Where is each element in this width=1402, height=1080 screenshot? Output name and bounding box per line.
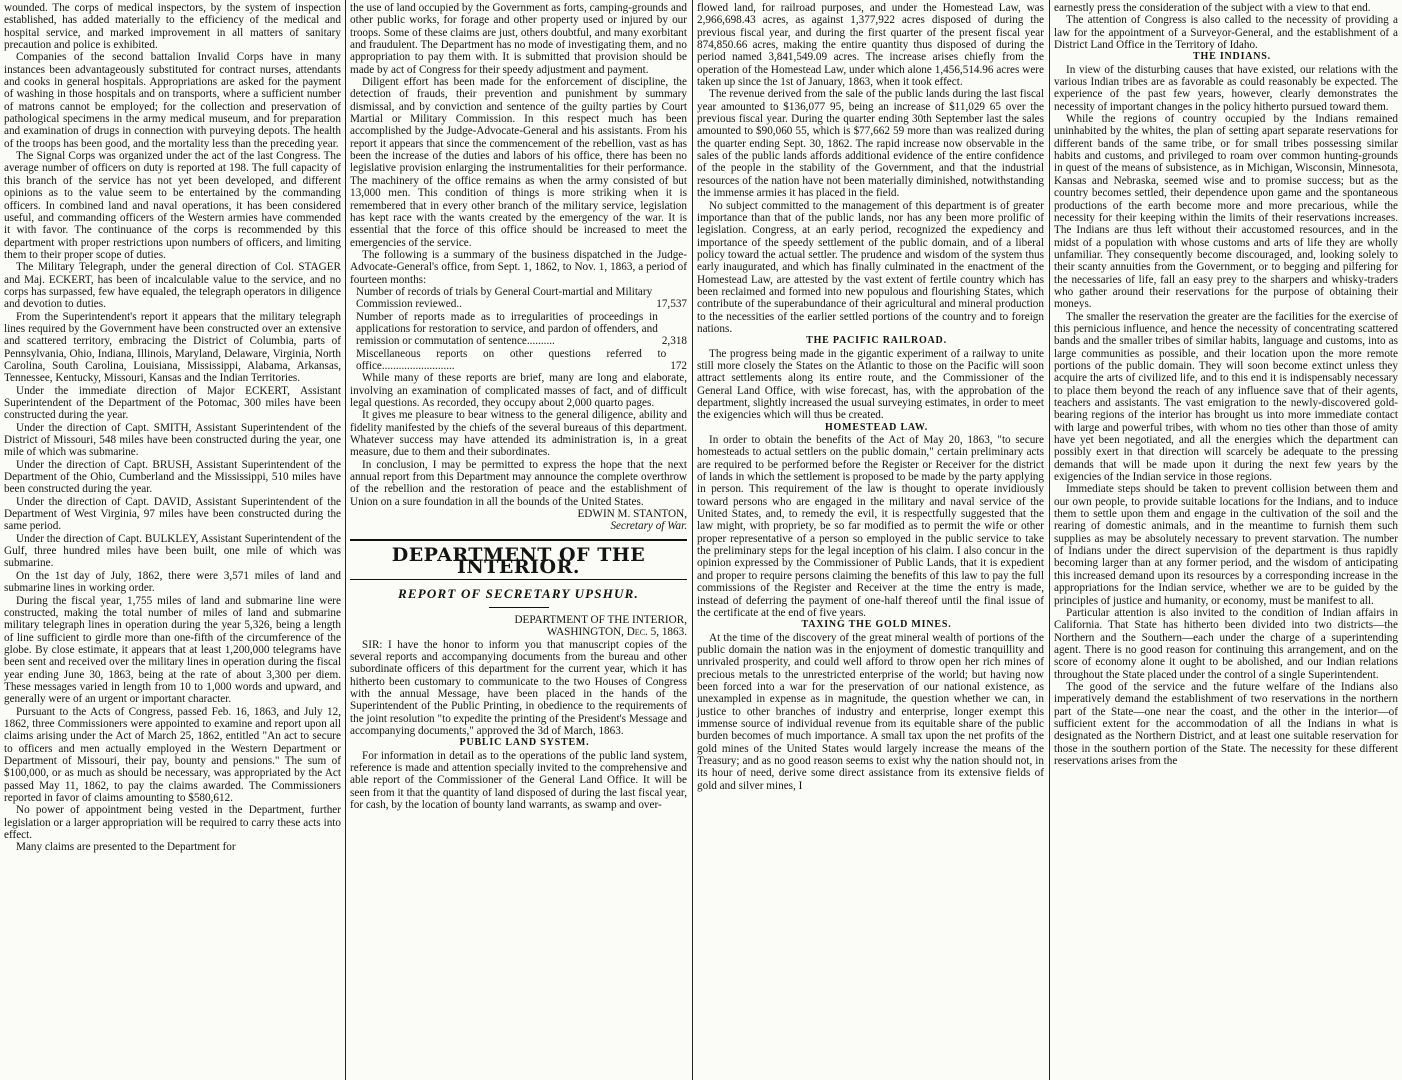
signature-title: Secretary of War. <box>610 520 687 533</box>
summary-row <box>350 348 687 373</box>
paragraph: The progress being made in the gigantic experiment of a railway to unite still more closely the States on the Atlantic to those on the Pacific will soon attract settlements along its entire route, and the Commissioner of the General Land Office, with wise forecast, has, with the approbation of the department, slightly increased the usual surveying estimates, in order to meet the exigencies which will thus be created. <box>697 347 1044 422</box>
paragraph: From the Superintendent's report it appears that the military telegraph lines required by the Government have been constructed over an extensive and scattered territory, embracing the District of Columbia, parts of Pennsylvania, Ohio, Indiana, Illinois, Maryland, Delaware, Virginia, North Carolina, South Carolina, Louisiana, Mississippi, Alabama, Arkansas, Tennessee, Kentucky, Missouri, Kansas and the Indian Territories. <box>4 310 341 385</box>
paragraph: Under the immediate direction of Major ECKERT, Assistant Superintendent of the Department of the Potomac, 300 miles have been constructed during the year. <box>4 384 341 422</box>
column-4 <box>1050 0 1402 1080</box>
paragraph: While many of these reports are brief, many are long and elaborate, involving an examination of complicated masses of fact, and of difficult legal questions. As recorded, they occupy about 2,000 quarto pages. <box>350 372 687 409</box>
paragraph: The good of the service and the future welfare of the Indians also imperatively demand the establishment of two reservations in the northern part of the State—one near the coast, and the other in the interior—of sufficient extent for the accommodation of all the Indians in what is designated as the Northern District, and at least one suitable reservation for those in the southern portion of the State. The necessity for these different reservations arises from the <box>1054 680 1398 767</box>
paragraph: earnestly press the consideration of the subject with a view to that end. <box>1054 2 1371 14</box>
paragraph: In order to obtain the benefits of the Act of May 20, 1863, "to secure homesteads to actual settlers on the public domain," certain preliminary acts are required to be performed before the Register or Receiver for the district of lands in which the settlement is proposed to be made by the party applying in person. This requirement of the law is thought to operate invidiously toward persons who are engaged in the military and naval service of the United States, and, to remedy the evil, it is respectfully suggested that the law might, with propriety, be so far modified as to permit the wife or other proper representative of a person so employed in the public service to take the preliminary steps for the legal inception of his claim. I also concur in the opinion expressed by the Commissioner of Public Lands, that it is expedient and proper to require persons claiming the benefits of this law to pay the full commissions of the Register and Receiver at the time the entry is made, instead of deferring the payment of one-half thereof until the final issue of the certificate at the end of five years. <box>697 434 1044 619</box>
summary-label: Miscellaneous reports on other questions referred to office.......................... <box>356 347 667 372</box>
paragraph: It gives me pleasure to bear witness to the general diligence, ability and fidelity manifested by the chiefs of the several bureaus of this department. Whatever success may have attended its administration is, in a great measure, due to them and their subordinates. <box>350 409 687 459</box>
paragraph: Many claims are presented to the Department for <box>16 841 236 854</box>
dateline-department: DEPARTMENT OF THE INTERIOR, <box>514 613 687 626</box>
summary-value: 172 <box>670 359 687 372</box>
paragraph: For information in detail as to the operations of the public land system, reference is made and attention specially invited to the comprehensive and able report of the Commissioner of the General Land Office. It will be seen from it that the quantity of land disposed of during the last fiscal year, for cash, by the location of bounty land warrants, as swamp and over- <box>350 749 687 811</box>
paragraph: Under the direction of Capt. BULKLEY, Assistant Superintendent of the Gulf, three hundred miles have been built, one mile of which was submarine. <box>4 532 341 570</box>
paragraph: Particular attention is also invited to the condition of Indian affairs in California. That State has hitherto been divided into two districts—the Northern and the Southern—each under the charge of a superintending agent. There is no good reason for continuing this arrangement, and on the score of economy alone it ought to be abolished, and our Indian relations throughout the State placed under the control of a single Superintendent. <box>1054 606 1398 681</box>
paragraph: Under the direction of Capt. SMITH, Assistant Superintendent of the District of Missouri, 548 miles have been constructed during the year, one mile of which was submarine. <box>4 421 341 459</box>
column-1 <box>0 0 345 1080</box>
paragraph: No power of appointment being vested in the Department, further legislation or a larger appropriation will be required to carry these acts into effect. <box>4 804 341 842</box>
column-2 <box>346 0 691 1080</box>
section-heading-gold-mines: TAXING THE GOLD MINES. <box>801 619 952 631</box>
paragraph: Immediate steps should be taken to prevent collision between them and our own people, to provide suitable locations for the Indians, and to induce them to settle upon them and engage in the cultivation of the soil and the rearing of domestic animals, and in the meantime to furnish them such supplies as may be absolutely necessary to prevent starvation. The number of Indians under the direct supervision of the department is thus rapidly becoming larger than at any former period, and the wisdom of anticipating this increased demand upon its resources by a corresponding increase in the appropriations for the Indian service, whether we are to be guided by the principles of justice and humanity, or economy, must be manifest to all. <box>1054 483 1398 607</box>
summary-label: Number of reports made as to irregularities of proceedings in applications for restoration to service, and pardon of offenders, and remission or commutation of sentence.......... <box>356 310 658 348</box>
paragraph: The Signal Corps was organized under the act of the last Congress. The average number of officers on duty is reported at 198. The full capacity of this branch of the service has not yet been developed, and different opinions as to the value seem to be entertained by the commanding officers. In combined land and naval operations, it has been considered useful, and commanding officers of the Western armies have commended it with favor. The continuance of the corps is recommended by this department with proper restrictions upon numbers of officers, and limiting them to their proper scope of duties. <box>4 150 341 261</box>
summary-value: 17,537 <box>656 298 687 311</box>
section-heading-pacific-railroad: THE PACIFIC RAILROAD. <box>806 335 947 347</box>
department-heading: DEPARTMENT OF THE INTERIOR. <box>350 539 687 581</box>
paragraph: wounded. The corps of medical inspectors, by the system of inspection established, has added materially to the efficiency of the medical and hospital service, and marked improvement in all matters of sanitary precaution and police is exhibited. <box>4 2 341 52</box>
paragraph: While the regions of country occupied by the Indians remained uninhabited by the whites, the plan of setting apart separate reservations for different bands of the same tribe, or for small tribes possessing similar habits and customs, and privileged to roam over common hunting-grounds in quest of the means of subsistence, as in Michigan, Wisconsin, Minnesota, Kansas and Nebraska, seemed wise and to promise success; but as the country becomes settled, their dependence upon game and the spontaneous productions of the earth become more and more precarious, while the necessity for their keeping within the limits of their reservations increases. The Indians are thus left without their accustomed resources, and in the midst of a population with whose customs and arts of life they are wholly unfamiliar. They consequently become discouraged, and, looking solely to their scanty annuities from the Government, or to begging and pilfering for the necessaries of life, fall an easy prey to the sharpers and whisky-traders who gather around their reservations for the purpose of obtaining their moneys. <box>1054 113 1398 311</box>
section-heading-indians: THE INDIANS. <box>1193 51 1271 63</box>
paragraph: Pursuant to the Acts of Congress, passed Feb. 16, 1863, and July 12, 1862, three Commissioners were appointed to examine and report upon all claims arising under the Act of March 25, 1862, entitled "An act to secure to officers and men actually employed in the Western Department or Department of Missouri, their pay, bounty and pensions." The sum of $100,000, or as much as should be necessary, was appropriated by the Act passed May 11, 1862, to pay the claims awarded. The Commissioners reported in favor of claims amounting to $580,612. <box>4 705 341 804</box>
paragraph: SIR: I have the honor to inform you that manuscript copies of the several reports and accompanying documents from the bureau and other subordinate officers of this department for the current year, which it has hitherto been customary to communicate to the two Houses of Congress with the annual Message, have been placed in the hands of the Superintendent of the Public Printing, in obedience to the requirements of the joint resolution "to expedite the printing of the President's Message and accompanying documents," approved the 3d of March, 1863. <box>350 638 687 737</box>
paragraph: In view of the disturbing causes that have existed, our relations with the various Indian tribes are as favorable as could reasonably be expected. The experience of the past few years, however, clearly demonstrates the necessity of important changes in the policy hitherto pursued toward them. <box>1054 63 1398 113</box>
signature: EDWIN M. STANTON, <box>577 508 687 521</box>
paragraph: Under the direction of Capt. DAVID, Assistant Superintendent of the Department of West Virginia, 97 miles have been constructed during the same period. <box>4 495 341 533</box>
paragraph: flowed land, for railroad purposes, and under the Homestead Law, was 2,966,698.43 acres, as against 1,377,922 acres disposed of during the previous fiscal year, and during the first quarter of the present fiscal year 874,850.66 acres, making the entire quantity thus disposed of during the period named 3,841,549.09 acres. The increase arises chiefly from the operation of the Homestead Law, under which alone 1,456,514.96 acres were taken up since the 1st of January, 1863, when it took effect. <box>697 2 1044 89</box>
heading-rule <box>489 607 549 608</box>
paragraph: The attention of Congress is also called to the necessity of providing a law for the appointment of a Surveyor-General, and the establishment of a District Land Office in the Territory of Idaho. <box>1054 14 1398 52</box>
section-heading-public-land: PUBLIC LAND SYSTEM. <box>459 737 590 749</box>
report-heading: REPORT OF SECRETARY UPSHUR. <box>398 586 639 602</box>
column-3 <box>693 0 1048 1080</box>
paragraph: The Military Telegraph, under the general direction of Col. STAGER and Maj. ECKERT, has been of incalculable value to the service, and no corps has surpassed, few have equaled, the telegraph operators in diligence and devotion to duties. <box>4 261 341 311</box>
paragraph: No subject committed to the management of this department is of greater importance than that of the public lands, nor has any been more prolific of legislation. Congress, at an early period, recognized the expediency and importance of the speedy settlement of the public domain, and of a liberal policy toward the actual settler. The prudence and wisdom of the system thus early inaugurated, and which has finally culminated in the enactment of the Homestead Law, are attested by the vast extent of fertile country which has been reclaimed and formed into new populous and flourishing States, which contribute of the superabundance of their agricultural and mineral production to the necessities of the earlier settled portions of the country and to foreign nations. <box>697 199 1044 335</box>
summary-value: 2,318 <box>661 335 687 348</box>
paragraph: the use of land occupied by the Government as forts, camping-grounds and other public works, for forage and other property used or injured by our troops. Some of these claims are just, others doubtful, and many exorbitant and fraudulent. The Department has no mode of investigating them, and no appropriation to pay them with. It is submitted that provision should be made by act of Congress for their speedy adjustment and payment. <box>350 2 687 76</box>
paragraph: Companies of the second battalion Invalid Corps have in many instances been advantageously substituted for contract nurses, attendants and cooks in general hospitals. Appropriations are asked for the payment of washing in those hospitals and on transports, where a sufficient number of matrons cannot be employed; for the collection and preservation of pathological specimens in the army medical museum, and for preparation and examination of drugs in connection with purveying depots. The health of the troops has been good, and the mortality less than the preceding year. <box>4 51 341 150</box>
paragraph: Diligent effort has been made for the enforcement of discipline, the detection of frauds, their prevention and punishment by summary dismissal, and by conviction and sentence of the guilty parties by Court Martial or Military Commission. In this respect much has been accomplished by the Judge-Advocate-General and his assistants. From his report it appears that since the commencement of the rebellion, vast as has been the increase of the duties and labors of his office, there has been no legislative provision enlarging the instrumentalities for their performance. The machinery of the office remains as when the army consisted of but 13,000 men. This condition of things is more striking when it is remembered that in every other branch of the military service, legislation has kept race with the wants created by the emergency of the war. It is essential that the force of this office should be increased to meet the emergencies of the service. <box>350 76 687 249</box>
paragraph: In conclusion, I may be permitted to express the hope that the next annual report from this Department may announce the complete overthrow of the rebellion and the restoration of peace and the establishment of Union on a sure foundation in all the bounds of the United States. <box>350 458 687 508</box>
paragraph: During the fiscal year, 1,755 miles of land and submarine line were constructed, making the total number of miles of land and submarine military telegraph lines in operation during the year 5,326, being a length of line sufficient to girdle more than one-fifth of the circumference of the globe. By close estimate, it appears that at least 1,200,000 telegrams have been sent and received over the military lines in operation during the fiscal year ending June 30, 1863, being at the rate of about 3,300 per diem. These messages varied in length from 10 to 1,000 words and upward, and generally were of an urgent or important character. <box>4 594 341 706</box>
paragraph: On the 1st day of July, 1862, there were 3,571 miles of land and submarine lines in working order. <box>4 569 341 595</box>
summary-row <box>350 286 687 311</box>
section-heading-homestead-law: HOMESTEAD LAW. <box>824 421 929 433</box>
summary-label: Number of records of trials by General Court-martial and Military Commission reviewed.. <box>356 285 653 311</box>
paragraph: Under the direction of Capt. BRUSH, Assistant Superintendent of the Department of the Ohio, Cumberland and the Mississippi, 510 miles have been constructed during the year. <box>4 458 341 496</box>
paragraph: The revenue derived from the sale of the public lands during the last fiscal year amounted to $136,077 95, being an increase of $11,029 65 over the previous fiscal year. During the quarter ending 30th September last the sales amounted to $90,060 55, which is $77,662 59 more than was realized during the quarter ending Sept. 30, 1862. The rapid increase now observable in the sales of the public lands affords additional evidence of the entire confidence of the people in the stability of the Government, and that the industrial resources of the nation have not been materially diminished, notwithstanding the immense armies it has placed in the field. <box>697 88 1044 200</box>
summary-table <box>350 286 687 372</box>
summary-row <box>350 311 687 348</box>
dateline-place: WASHINGTON, Dec. 5, 1863. <box>546 626 687 639</box>
paragraph: At the time of the discovery of the great mineral wealth of portions of the public domain the nation was in the enjoyment of domestic tranquillity and unrivaled prosperity, and could well afford to throw open her rich mines of precious metals to the unrestricted enterprise of the world; but having now been forced into a war for the preservation of our national existence, as unexampled in expense as in magnitude, the question whether we can, in justice to other branches of industry and enterprise, longer exempt this immense source of individual revenue from its equitable share of the public burden becomes of much importance. A small tax upon the net profits of the gold mines of the United States would largely increase the means of the Treasury; and as no good reason seems to exist why the nation should not, in its hour of need, derive some direct assistance from its extensive fields of gold and silver mines, I <box>697 631 1044 792</box>
paragraph: The following is a summary of the business dispatched in the Judge-Advocate-General's office, from Sept. 1, 1862, to Nov. 1, 1863, a period of fourteen months: <box>350 248 687 286</box>
paragraph: The smaller the reservation the greater are the facilities for the exercise of this pernicious influence, and hence the necessity of concentrating scattered bands and the smaller tribes of similar habits, language and customs, into as large communities as possible, and their location upon the more remote portions of the public domain. They will soon become extinct unless they acquire the arts of civilized life, and to this end it is indispensably necessary to place them beyond the reach of any influence save that of their agents, teachers and assistants. The vast emigration to the newly-discovered gold-bearing regions of the interior has brought us into more immediate contact with large and powerful tribes, with whom no ties other than those of amity have yet been negotiated, and all the energies which the department can possibly exert in that direction will scarcely be adequate to the pressing demands that will be made upon it during the next few years by the exigencies of the Indian service in those regions. <box>1054 310 1398 484</box>
